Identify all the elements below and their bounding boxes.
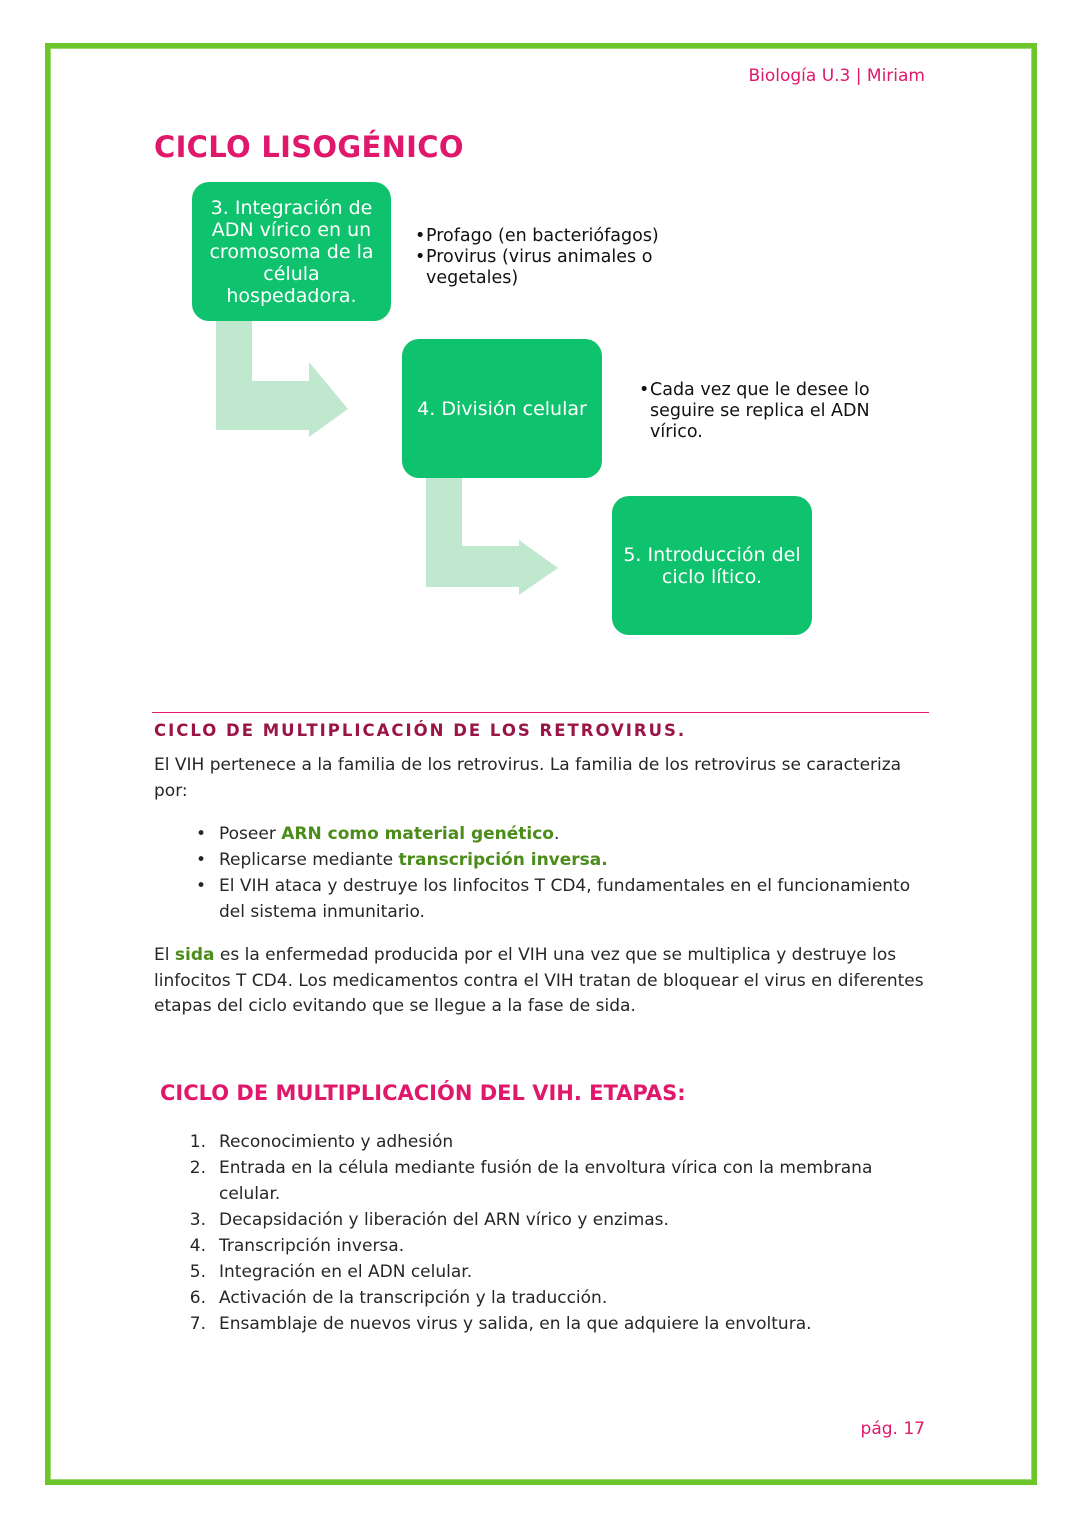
page-title: CICLO LISOGÉNICO xyxy=(154,130,464,164)
list-item xyxy=(170,1259,930,1285)
page-number: pág. 17 xyxy=(860,1419,925,1439)
list-number: 2. xyxy=(189,1158,206,1178)
retrovirus-intro: El VIH pertenece a la familia de los retrovirus. La familia de los retrovirus se caracteriza por: xyxy=(154,755,902,801)
list-item-text: Replicarse mediante xyxy=(219,850,399,870)
bent-arrow-2 xyxy=(424,477,564,597)
sida-paragraph xyxy=(154,943,929,1020)
list-number: 4. xyxy=(189,1236,206,1256)
list-number: 3. xyxy=(189,1210,206,1230)
bent-arrow-1-shape xyxy=(216,320,348,437)
list-number: 7. xyxy=(189,1314,206,1334)
highlight-text: sida xyxy=(174,945,215,965)
list-item-text: Entrada en la célula mediante fusión de la envoltura vírica con la membrana celular. xyxy=(219,1158,873,1204)
note-item: • Cada vez que le desee lo seguire se replica el ADN vírico. xyxy=(639,380,899,443)
step-5-text: 5. Introducción del ciclo lítico. xyxy=(623,543,801,588)
list-item-text: Integración en el ADN celular. xyxy=(219,1262,473,1282)
bullet-icon: • xyxy=(195,876,206,896)
list-item-text: Transcripción inversa. xyxy=(219,1236,405,1256)
list-number: 6. xyxy=(189,1288,206,1308)
step-4-box xyxy=(402,339,602,478)
list-number: 1. xyxy=(189,1132,206,1152)
bullet-icon: • xyxy=(195,824,206,844)
step-4-text: 4. División celular xyxy=(417,397,587,420)
step-3-box xyxy=(192,182,391,321)
list-item-text: Poseer xyxy=(219,824,282,844)
paragraph-text: es la enfermedad producida por el VIH una vez que se multiplica y destruye los linfocitos T CD4. Los medicamentos contra el VIH tratan de bloquear el virus en diferentes etapas del ciclo evitando que se llegue a la fase de sida. xyxy=(154,945,924,1016)
list-item xyxy=(170,873,930,925)
list-item xyxy=(170,1285,930,1311)
step-3-notes xyxy=(415,226,715,289)
list-item xyxy=(170,1207,930,1233)
list-item xyxy=(170,847,930,873)
list-item xyxy=(170,1129,930,1155)
highlight-text: ARN como material genético xyxy=(281,824,554,844)
retrovirus-characteristics xyxy=(170,821,930,925)
vih-heading: CICLO DE MULTIPLICACIÓN DEL VIH. ETAPAS: xyxy=(160,1081,686,1105)
retrovirus-heading: CICLO DE MULTIPLICACIÓN DE LOS RETROVIRUS. xyxy=(154,721,687,740)
list-number: 5. xyxy=(189,1262,206,1282)
list-item xyxy=(170,821,930,847)
vih-steps-list xyxy=(170,1129,930,1337)
list-item xyxy=(170,1155,930,1207)
section-divider xyxy=(152,712,929,713)
page-header: Biología U.3 | Miriam xyxy=(748,66,925,86)
list-item-text: Ensamblaje de nuevos virus y salida, en la que adquiere la envoltura. xyxy=(219,1314,812,1334)
list-item-text: Activación de la transcripción y la traducción. xyxy=(219,1288,608,1308)
list-item-text: El VIH ataca y destruye los linfocitos T CD4, fundamentales en el funcionamiento del sistema inmunitario. xyxy=(219,876,911,922)
note-item: • Provirus (virus animales o vegetales) xyxy=(415,247,715,289)
step-5-box xyxy=(612,496,812,635)
bent-arrow-2-shape xyxy=(426,477,558,595)
note-item: • Profago (en bacteriófagos) xyxy=(415,226,715,247)
list-item-text: Reconocimiento y adhesión xyxy=(219,1132,454,1152)
step-4-notes xyxy=(639,380,899,443)
step-3-text: 3. Integración de ADN vírico en un cromosoma de la célula hospedadora. xyxy=(209,196,374,307)
list-item xyxy=(170,1233,930,1259)
list-item-text: Decapsidación y liberación del ARN vírico y enzimas. xyxy=(219,1210,669,1230)
list-item xyxy=(170,1311,930,1337)
bent-arrow-1 xyxy=(214,320,354,440)
highlight-text: transcripción inversa. xyxy=(398,850,608,870)
paragraph-text: El xyxy=(154,945,175,965)
bullet-icon: • xyxy=(195,850,206,870)
list-item-text: . xyxy=(554,824,560,844)
